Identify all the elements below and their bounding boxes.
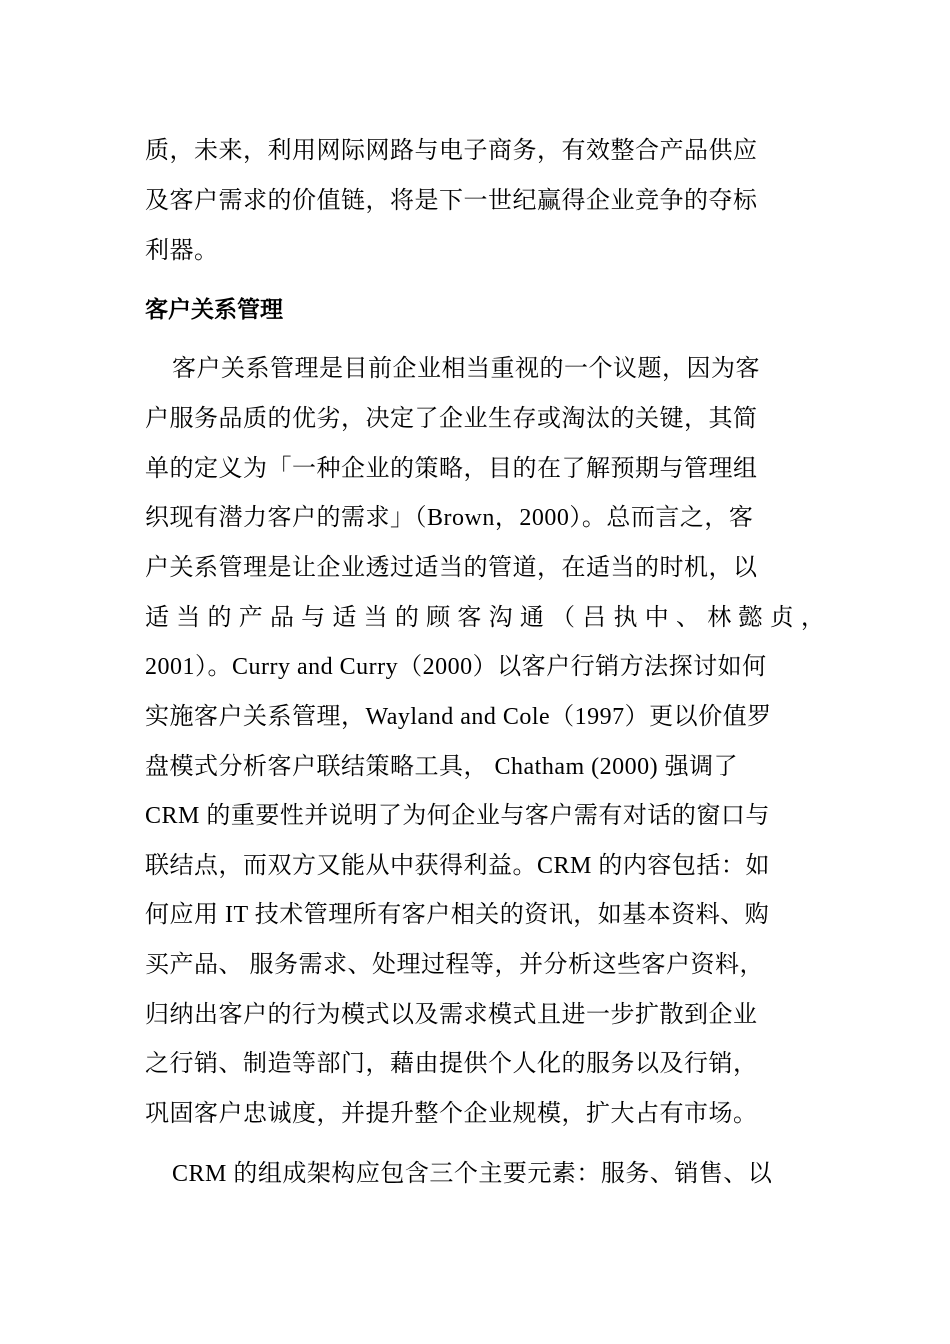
paragraph1-line-2: 户服务品质的优劣，决定了企业生存或淘汰的关键，其简 bbox=[145, 406, 758, 432]
paragraph1-line-6 bbox=[145, 601, 825, 635]
paragraph1-line-5: 户关系管理是让企业透过适当的管道，在适当的时机，以 bbox=[145, 555, 758, 581]
paragraph1-line-13: 买产品、 服务需求、处理过程等，并分析这些客户资料， bbox=[145, 952, 764, 978]
paragraph1-line-12: 何应用 IT 技术管理所有客户相关的资讯，如基本资料、购 bbox=[145, 902, 770, 928]
justified-char: 产 bbox=[238, 605, 263, 631]
justified-char: 当 bbox=[176, 605, 201, 631]
paragraph1-line-10: CRM 的重要性并说明了为何企业与客户需有对话的窗口与 bbox=[145, 803, 770, 829]
section-heading: 客户关系管理 bbox=[145, 297, 283, 323]
paragraph1-line-9: 盘模式分析客户联结策略工具， Chatham (2000) 强调了 bbox=[145, 754, 739, 780]
justified-char: 适 bbox=[332, 605, 357, 631]
justified-char: 、 bbox=[675, 605, 700, 631]
justified-char: 顾 bbox=[426, 605, 451, 631]
paragraph1-line-4: 织现有潜力客户的需求」（Brown，2000）。总而言之，客 bbox=[145, 505, 754, 531]
justified-char: 当 bbox=[363, 605, 388, 631]
justified-char: 中 bbox=[644, 605, 669, 631]
justified-char: 林 bbox=[707, 605, 732, 631]
justified-char: 与 bbox=[301, 605, 326, 631]
paragraph1-line-11: 联结点，而双方又能从中获得利益。CRM 的内容包括：如 bbox=[145, 853, 770, 879]
paragraph1-line-14: 归纳出客户的行为模式以及需求模式且进一步扩散到企业 bbox=[145, 1002, 758, 1028]
justified-char: 品 bbox=[269, 605, 294, 631]
justified-char: 沟 bbox=[488, 605, 513, 631]
intro-line-1: 质，未来，利用网际网路与电子商务，有效整合产品供应 bbox=[145, 138, 758, 164]
intro-line-3: 利器。 bbox=[145, 238, 219, 264]
paragraph2-line-1: CRM 的组成架构应包含三个主要元素：服务、销售、以 bbox=[172, 1161, 773, 1187]
justified-char: ， bbox=[800, 605, 825, 631]
justified-char: 的 bbox=[207, 605, 232, 631]
justified-char: 的 bbox=[394, 605, 419, 631]
justified-char: 执 bbox=[613, 605, 638, 631]
justified-char: 客 bbox=[457, 605, 482, 631]
justified-char: 懿 bbox=[738, 605, 763, 631]
justified-char: （ bbox=[551, 605, 576, 631]
paragraph1-line-1: 客户关系管理是目前企业相当重视的一个议题，因为客 bbox=[172, 356, 760, 382]
paragraph1-line-16: 巩固客户忠诚度，并提升整个企业规模，扩大占有市场。 bbox=[145, 1101, 758, 1127]
intro-line-2: 及客户需求的价值链，将是下一世纪赢得企业竞争的夺标 bbox=[145, 188, 758, 214]
paragraph1-line-7: 2001）。Curry and Curry（2000）以客户行销方法探讨如何 bbox=[145, 654, 767, 680]
justified-char: 适 bbox=[145, 605, 169, 631]
paragraph1-line-3: 单的定义为「一种企业的策略，目的在了解预期与管理组 bbox=[145, 456, 758, 482]
justified-char: 贞 bbox=[769, 605, 794, 631]
justified-char: 吕 bbox=[582, 605, 607, 631]
paragraph1-line-15: 之行销、制造等部门，藉由提供个人化的服务以及行销， bbox=[145, 1051, 758, 1077]
justified-char: 通 bbox=[519, 605, 544, 631]
paragraph1-line-8: 实施客户关系管理，Wayland and Cole（1997）更以价值罗 bbox=[145, 704, 772, 730]
